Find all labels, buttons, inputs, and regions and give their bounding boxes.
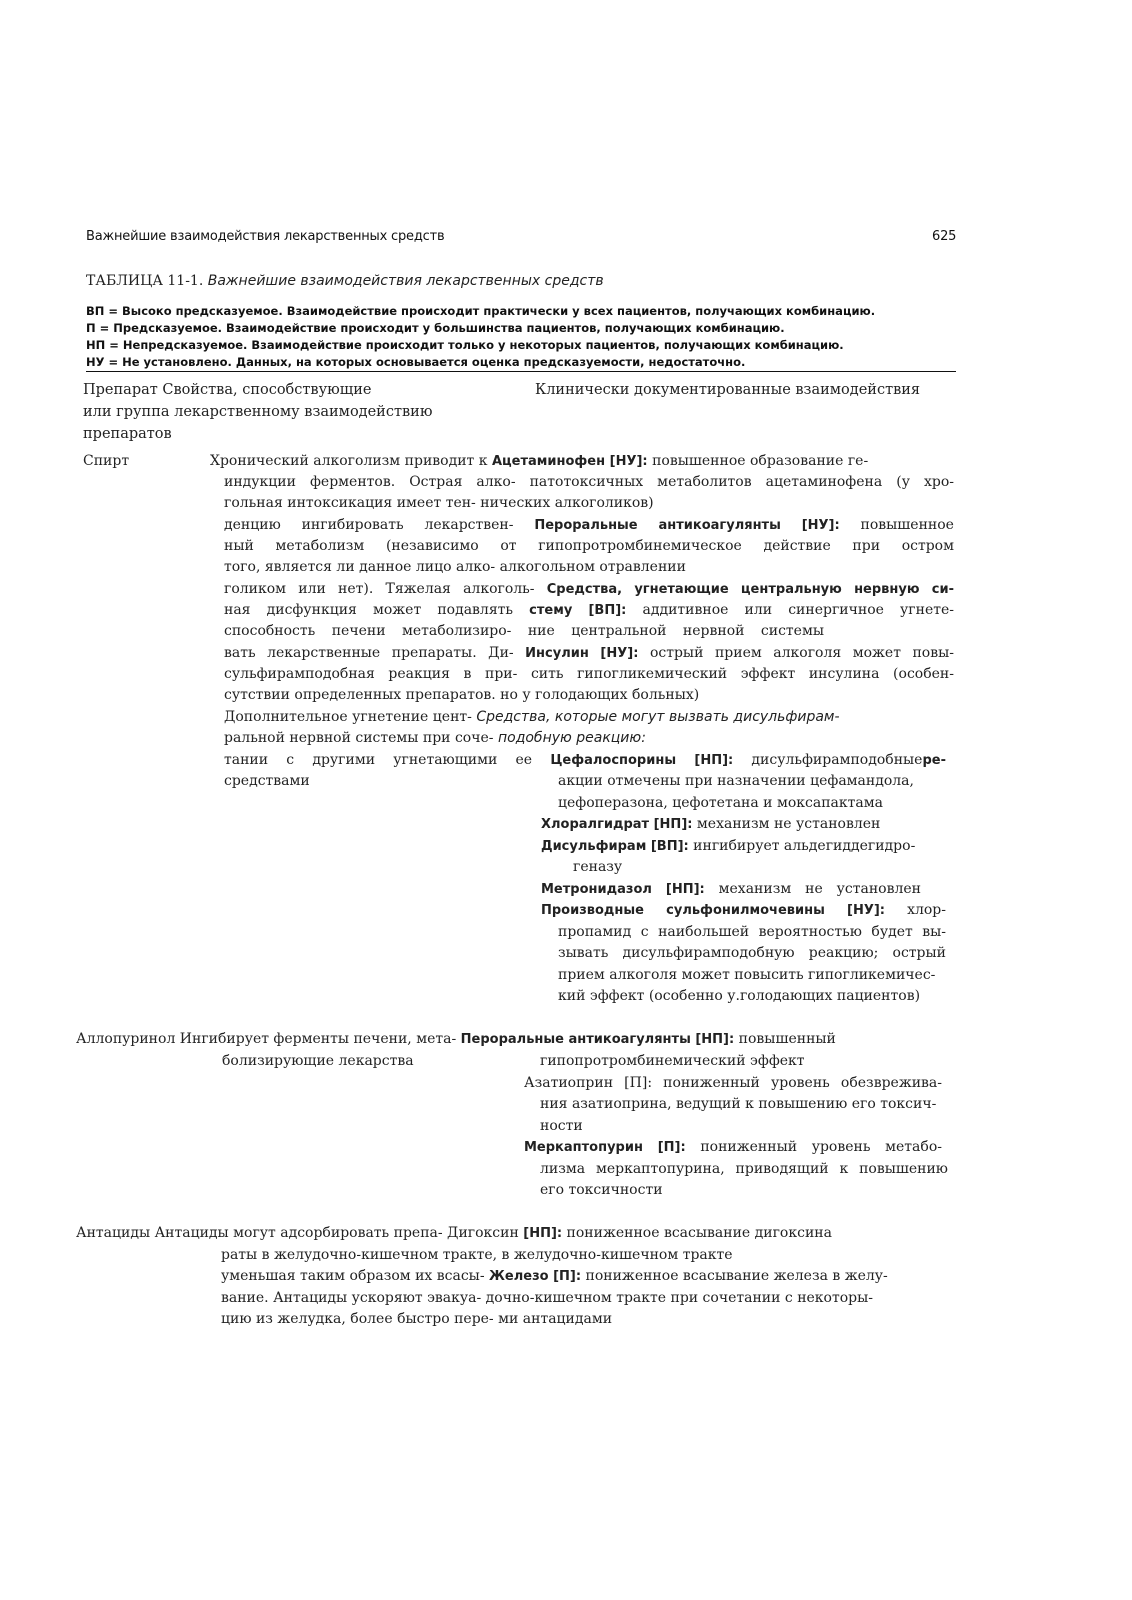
interaction-line: геназу [573,859,623,875]
alcohol-line: индукции ферментов. Острая алко- патотоксичных метаболитов ацетаминофена (у хро- [224,474,954,490]
page-number: 625 [932,229,957,244]
legend-np: НП = Непредсказуемое. Взаимодействие происходит только у некоторых пациентов, получающих комбинацию. [86,338,844,352]
legend-vp: ВП = Высоко предсказуемое. Взаимодействие происходит практически у всех пациентов, получающих комбинацию. [86,304,876,318]
antacids-line: уменьшая таким образом их всасы- Железо [П]: пониженное всасывание железа в желу- [221,1268,888,1284]
interaction-line: Хлоралгидрат [НП]: механизм не установлен [541,816,881,832]
interaction-line: прием алкоголя может повысить гипогликемичес- [558,967,936,983]
table-caption-prefix: ТАБЛИЦА 11-1. [86,273,204,289]
drug-name-alcohol: Спирт [83,453,130,469]
allopurinol-line: ния азатиоприна, ведущий к повышению его токсич- [540,1096,937,1112]
alcohol-line: ная дисфункция может подавлять стему [ВП]: аддитивное или синергичное угнете- [224,602,954,618]
alcohol-line: того, является ли данное лицо алко- алкогольном отравлении [224,559,686,575]
alcohol-line: вать лекарственные препараты. Ди- Инсулин [НУ]: острый прием алкоголя может повы- [224,645,954,661]
interaction-line: Дисульфирам [ВП]: ингибирует альдегиддегидро- [541,838,916,854]
interaction-line: пропамид с наибольшей вероятностью будет вы- [558,924,946,940]
alcohol-line: тании с другими угнетающими ее Цефалоспорины [НП]: дисульфирамподобныере- [224,752,946,768]
interaction-line: акции отмечены при назначении цефамандола, [558,773,914,789]
alcohol-line: Дополнительное угнетение цент- Средства, которые могут вызвать дисульфирам- [224,709,840,725]
allopurinol-line: болизирующие лекарства [222,1053,414,1069]
interaction-line: зывать дисульфирамподобную реакцию; острый [558,945,946,961]
alcohol-line: Хронический алкоголизм приводит к Ацетаминофен [НУ]: повышенное образование ге- [210,453,869,469]
col-header-line-3: препаратов [83,426,172,442]
alcohol-line: сутствии определенных препаратов. но у голодающих больных) [224,687,700,703]
interaction-line: цефоперазона, цефотетана и моксапактама [558,795,883,811]
alcohol-line: голиком или нет). Тяжелая алкоголь- Средства, угнетающие центральную нервную си- [224,581,954,597]
alcohol-line: средствами [224,773,310,789]
antacids-line: цию из желудка, более быстро пере- ми антацидами [221,1311,613,1327]
col-header-interactions: Клинически документированные взаимодействия [535,382,921,398]
allopurinol-line: Аллопуринол Ингибирует ферменты печени, мета- Пероральные антикоагулянты [НП]: повышенный [76,1031,836,1047]
alcohol-line: ральной нервной системы при соче- подобную реакцию: [224,730,646,746]
legend-p: П = Предсказуемое. Взаимодействие происходит у большинства пациентов, получающих комбинацию. [86,321,785,335]
antacids-line: вание. Антациды ускоряют эвакуа- дочно-кишечном тракте при сочетании с некоторы- [221,1290,873,1306]
alcohol-line: способность печени метаболизиро- ние центральной нервной системы [224,623,824,639]
interaction-line: кий эффект (особенно у.голодающих пациентов) [558,988,921,1004]
alcohol-line: ный метаболизм (независимо от гипопротромбинемическое действие при остром [224,538,954,554]
legend-nu: НУ = Не установлено. Данных, на которых основывается оценка предсказуемости, недостаточно. [86,355,746,369]
allopurinol-line: ности [540,1118,583,1134]
col-header-line-1: Препарат Свойства, способствующие [83,382,372,398]
allopurinol-line: Азатиоприн [П]: пониженный уровень обезврежива- [524,1075,942,1091]
interaction-line: Метронидазол [НП]: механизм не установлен [541,881,921,897]
allopurinol-line: Меркаптопурин [П]: пониженный уровень метабо- [524,1139,942,1155]
allopurinol-line: гипопротромбинемический эффект [540,1053,805,1069]
col-header-line-2: или группа лекарственному взаимодействию [83,404,433,420]
antacids-line: Антациды Антациды могут адсорбировать препа- Дигоксин [НП]: пониженное всасывание дигоксина [76,1225,832,1241]
legend-underline [86,371,956,372]
table-caption-title: Важнейшие взаимодействия лекарственных средств [207,273,604,289]
alcohol-line: денцию ингибировать лекарствен- Пероральные антикоагулянты [НУ]: повышенное [224,517,954,533]
interaction-line: Производные сульфонилмочевины [НУ]: хлор- [541,902,946,918]
antacids-line: раты в желудочно-кишечном тракте, в желудочно-кишечном тракте [221,1247,733,1263]
alcohol-line: гольная интоксикация имеет тен- нических алкоголиков) [224,495,654,511]
running-header-title: Важнейшие взаимодействия лекарственных средств [86,229,445,244]
allopurinol-line: его токсичности [540,1182,663,1198]
allopurinol-line: лизма меркаптопурина, приводящий к повышению [540,1161,948,1177]
table-caption [86,273,604,289]
alcohol-line: сульфирамподобная реакция в при- сить гипогликемический эффект инсулина (особен- [224,666,954,682]
